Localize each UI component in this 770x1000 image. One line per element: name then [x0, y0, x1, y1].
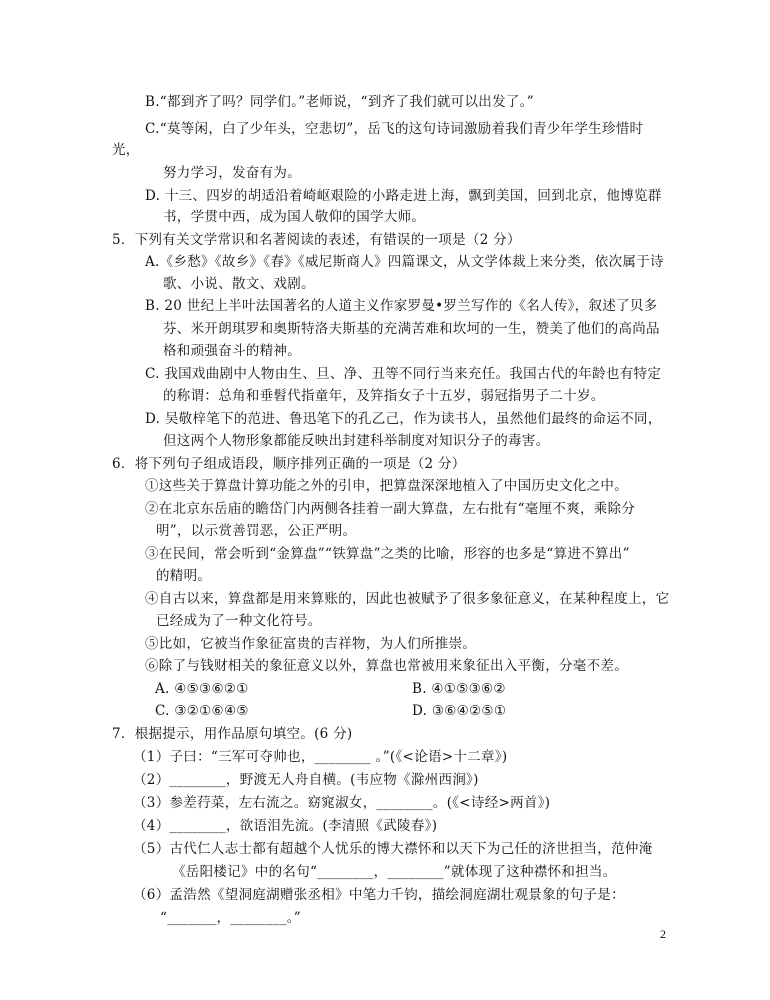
q7-stem: 7．根据提示，用作品原句填空。(6 分): [112, 726, 353, 742]
q5-option-a-line1: A.《乡愁》《故乡》《春》《威尼斯商人》四篇课文，从文学体裁上来分类，依次属于诗: [145, 254, 664, 270]
q7-item-6-line2: “_______，________。”: [160, 910, 302, 926]
q6-option-a: A. ④⑤③⑥②①: [155, 681, 249, 697]
q4-option-c-line1: C.“莫等闲，白了少年头，空悲切”，岳飞的这句诗词激励着我们青少年学生珍惜时: [145, 121, 644, 137]
q4-option-c-line2: 光，: [112, 142, 140, 158]
q6-stem: 6．将下列句子组成语段，顺序排列正确的一项是（2 分）: [112, 456, 466, 472]
q6-sentence-1: ①这些关于算盘计算功能之外的引申，把算盘深深地植入了中国历史文化之中。: [145, 478, 628, 494]
q6-sentence-2-line2: 明”，以示赏善罚恶，公正严明。: [156, 523, 357, 539]
q7-item-1: （1）子曰：“三军可夺帅也，________ 。”(《<论语>十二章》): [133, 749, 508, 765]
q7-item-5-line1: （5）古代仁人志士都有超越个人忧乐的博大襟怀和以天下为己任的济世担当，范仲淹: [133, 841, 653, 857]
q6-sentence-3-line2: 的精明。: [156, 568, 212, 584]
q7-item-4: （4）________，欲语泪先流。(李清照《武陵春》): [133, 818, 438, 834]
q5-option-d-line2: 但这两个人物形象都能反映出封建科举制度对知识分子的毒害。: [163, 433, 550, 449]
q5-option-c-line2: 的称谓：总角和垂髫代指童年，及笄指女子十五岁，弱冠指男子二十岁。: [163, 388, 605, 404]
q5-option-c-line1: C. 我国戏曲剧中人物由生、旦、净、丑等不同行当来充任。我国古代的年龄也有特定: [145, 366, 662, 382]
q4-option-c-line3: 努力学习，发奋有为。: [163, 165, 301, 181]
q5-option-a-line2: 歌、小说、散文、戏剧。: [163, 276, 315, 292]
q6-sentence-3-line1: ③在民间，常会听到“金算盘”“铁算盘”之类的比喻，形容的也多是“算进不算出”: [145, 546, 630, 562]
q6-option-d: D. ③⑥④②⑤①: [412, 703, 507, 719]
q7-item-6-line1: （6）孟浩然《望洞庭湖赠张丞相》中笔力千钧，描绘洞庭湖壮观景象的句子是：: [133, 887, 625, 903]
q4-option-d-line2: 书，学贯中西，成为国人敬仰的国学大师。: [163, 209, 426, 225]
q5-option-b-line3: 格和顽强奋斗的精神。: [163, 343, 301, 359]
q5-stem: 5．下列有关文学常识和名著阅读的表述，有错误的一项是（2 分）: [112, 232, 521, 248]
page-number: 2: [660, 927, 666, 941]
q5-option-d-line1: D. 吴敬梓笔下的范进、鲁迅笔下的孔乙己，作为读书人，虽然他们最终的命运不同，: [145, 411, 662, 427]
q6-sentence-5: ⑤比如，它被当作象征富贵的吉祥物，为人们所推崇。: [145, 636, 477, 652]
q6-option-b: B. ④①⑤③⑥②: [412, 681, 506, 697]
q7-item-2: （2）________，野渡无人舟自横。(韦应物《滁州西涧》): [133, 772, 479, 788]
q5-option-b-line2: 芬、米开朗琪罗和奥斯特洛夫斯基的充满苦难和坎坷的一生，赞美了他们的高尚品: [163, 321, 660, 337]
q7-item-3: （3）参差荇菜，左右流之。窈窕淑女，________。(《<诗经>两首》): [133, 795, 551, 811]
q6-sentence-4-line2: 已经成为了一种文化符号。: [156, 613, 322, 629]
q5-option-b-line1: B. 20 世纪上半叶法国著名的人道主义作家罗曼•罗兰写作的《名人传》，叙述了贝多: [145, 298, 658, 314]
q6-sentence-4-line1: ④自古以来，算盘都是用来算账的，因此也被赋予了很多象征意义，在某种程度上，它: [145, 591, 670, 607]
q6-sentence-6: ⑥除了与钱财相关的象征意义以外，算盘也常被用来象征出入平衡，分毫不差。: [145, 658, 628, 674]
q6-option-c: C. ③②①⑥④⑤: [155, 703, 249, 719]
q4-option-d-line1: D. 十三、四岁的胡适沿着崎岖艰险的小路走进上海，飘到美国，回到北京，他博览群: [145, 188, 662, 204]
q4-option-b: B.“都到齐了吗？同学们。”老师说，“到齐了我们就可以出发了。”: [145, 94, 534, 110]
q6-sentence-2-line1: ②在北京东岳庙的瞻岱门内两侧各挂着一副大算盘，左右批有“毫厘不爽，乘除分: [145, 501, 636, 517]
q7-item-5-line2: 《岳阳楼记》中的名句“________，________”就体现了这种襟怀和担当。: [172, 864, 617, 880]
